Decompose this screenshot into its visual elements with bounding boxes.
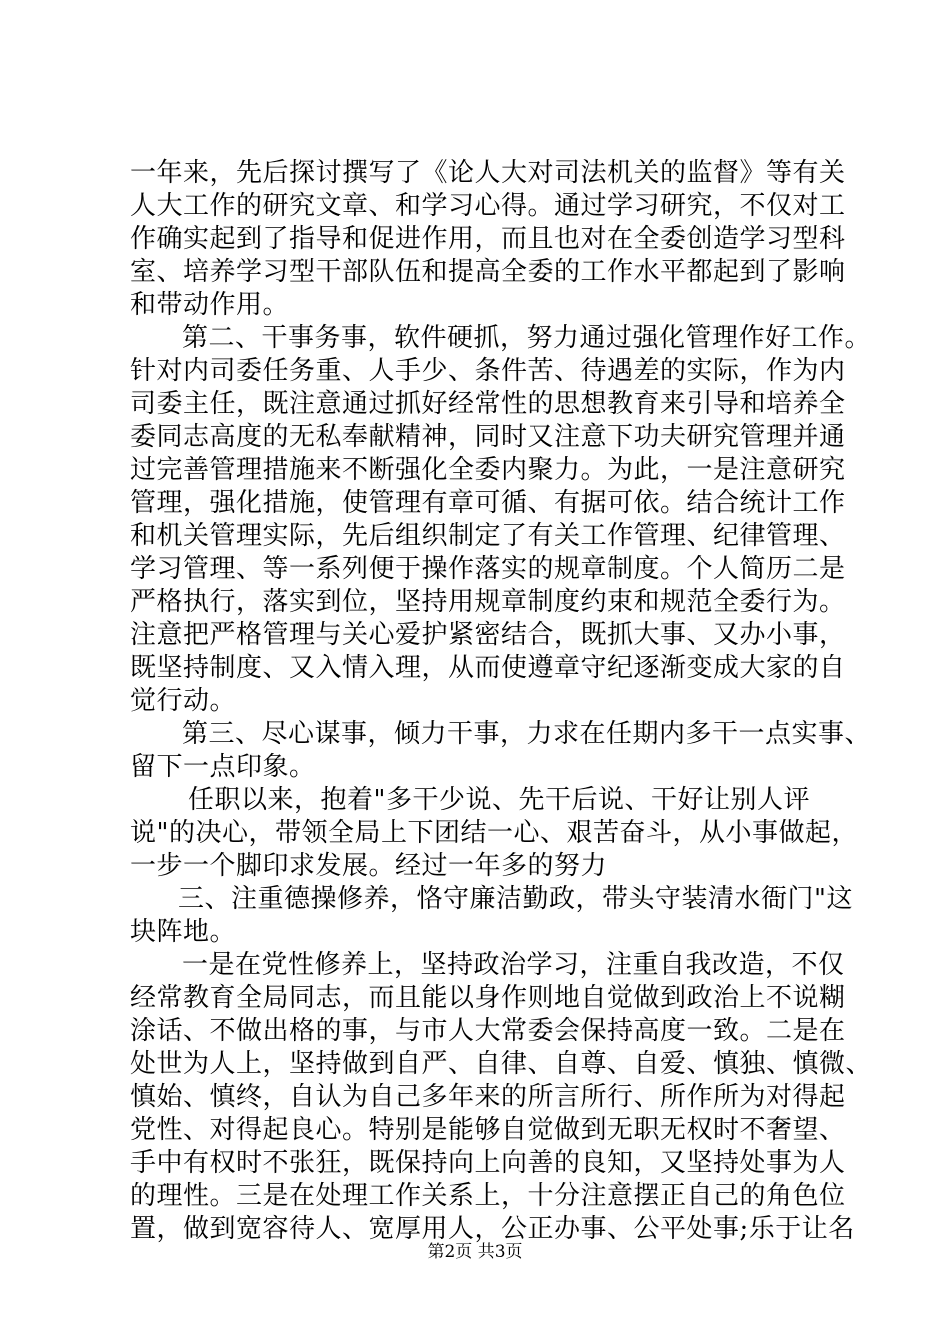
text-line: 置，做到宽容待人、宽厚用人，公正办事、公平处事;乐于让名 [130, 1214, 855, 1244]
text-line: 司委主任，既注意通过抓好经常性的思想教育来引导和培养全 [130, 389, 846, 419]
text-line: 学习管理、等一系列便于操作落实的规章制度。个人简历二是 [130, 554, 846, 584]
text-line: 一年来，先后探讨撰写了《论人大对司法机关的监督》等有关 [130, 158, 846, 188]
text-line: 和机关管理实际，先后组织制定了有关工作管理、纪律管理、 [130, 521, 846, 551]
text-line: 和带动作用。 [130, 290, 290, 320]
text-line: 作确实起到了指导和促进作用，而且也对在全委创造学习型科 [130, 224, 846, 254]
text-line: 留下一点印象。 [130, 752, 316, 782]
text-line: 涂话、不做出格的事，与市人大常委会保持高度一致。二是在 [130, 1016, 846, 1046]
text-line: 委同志高度的无私奉献精神，同时又注意下功夫研究管理并通 [130, 422, 846, 452]
text-line: 块阵地。 [130, 917, 237, 947]
text-line: 注意把严格管理与关心爱护紧密结合，既抓大事、又办小事， [130, 620, 846, 650]
text-line: 室、培养学习型干部队伍和提高全委的工作水平都起到了影响 [130, 257, 846, 287]
text-line: 人大工作的研究文章、和学习心得。通过学习研究，不仅对工 [130, 191, 846, 221]
document-body [130, 157, 873, 1246]
text-line: 任职以来，抱着"多干少说、先干后说、干好让别人评 [188, 785, 810, 815]
text-line: 一步一个脚印求发展。经过一年多的努力 [130, 851, 608, 881]
page-number-footer: 第2页 共3页 [427, 1242, 523, 1262]
text-line: 三、注重德操修养，恪守廉洁勤政，带头守装清水衙门"这 [178, 884, 853, 914]
text-line: 觉行动。 [130, 686, 237, 716]
text-line: 慎始、慎终，自认为自己多年来的所言所行、所作所为对得起 [130, 1082, 846, 1112]
text-line: 说"的决心，带领全局上下团结一心、艰苦奋斗，从小事做起， [130, 818, 858, 848]
text-line: 手中有权时不张狂，既保持向上向善的良知，又坚持处事为人 [130, 1148, 846, 1178]
text-line: 经常教育全局同志，而且能以身作则地自觉做到政治上不说糊 [130, 983, 846, 1013]
text-line: 过完善管理措施来不断强化全委内聚力。为此，一是注意研究 [130, 455, 846, 485]
text-line: 处世为人上，坚持做到自严、自律、自尊、自爱、慎独、慎微、 [130, 1049, 873, 1079]
text-line: 针对内司委任务重、人手少、条件苦、待遇差的实际，作为内 [130, 356, 846, 386]
text-line: 的理性。三是在处理工作关系上，十分注意摆正自己的角色位 [130, 1181, 846, 1211]
text-line: 第三、尽心谋事，倾力干事，力求在任期内多干一点实事、 [182, 719, 872, 749]
text-line: 既坚持制度、又入情入理，从而使遵章守纪逐渐变成大家的自 [130, 653, 846, 683]
text-line: 严格执行，落实到位，坚持用规章制度约束和规范全委行为。 [130, 587, 846, 617]
text-line: 一是在党性修养上，坚持政治学习，注重自我改造，不仅 [182, 950, 845, 980]
text-line: 党性、对得起良心。特别是能够自觉做到无职无权时不奢望、 [130, 1115, 846, 1145]
text-line: 第二、干事务事，软件硬抓，努力通过强化管理作好工作。 [182, 323, 872, 353]
text-line: 管理，强化措施，使管理有章可循、有据可依。结合统计工作 [130, 488, 846, 518]
